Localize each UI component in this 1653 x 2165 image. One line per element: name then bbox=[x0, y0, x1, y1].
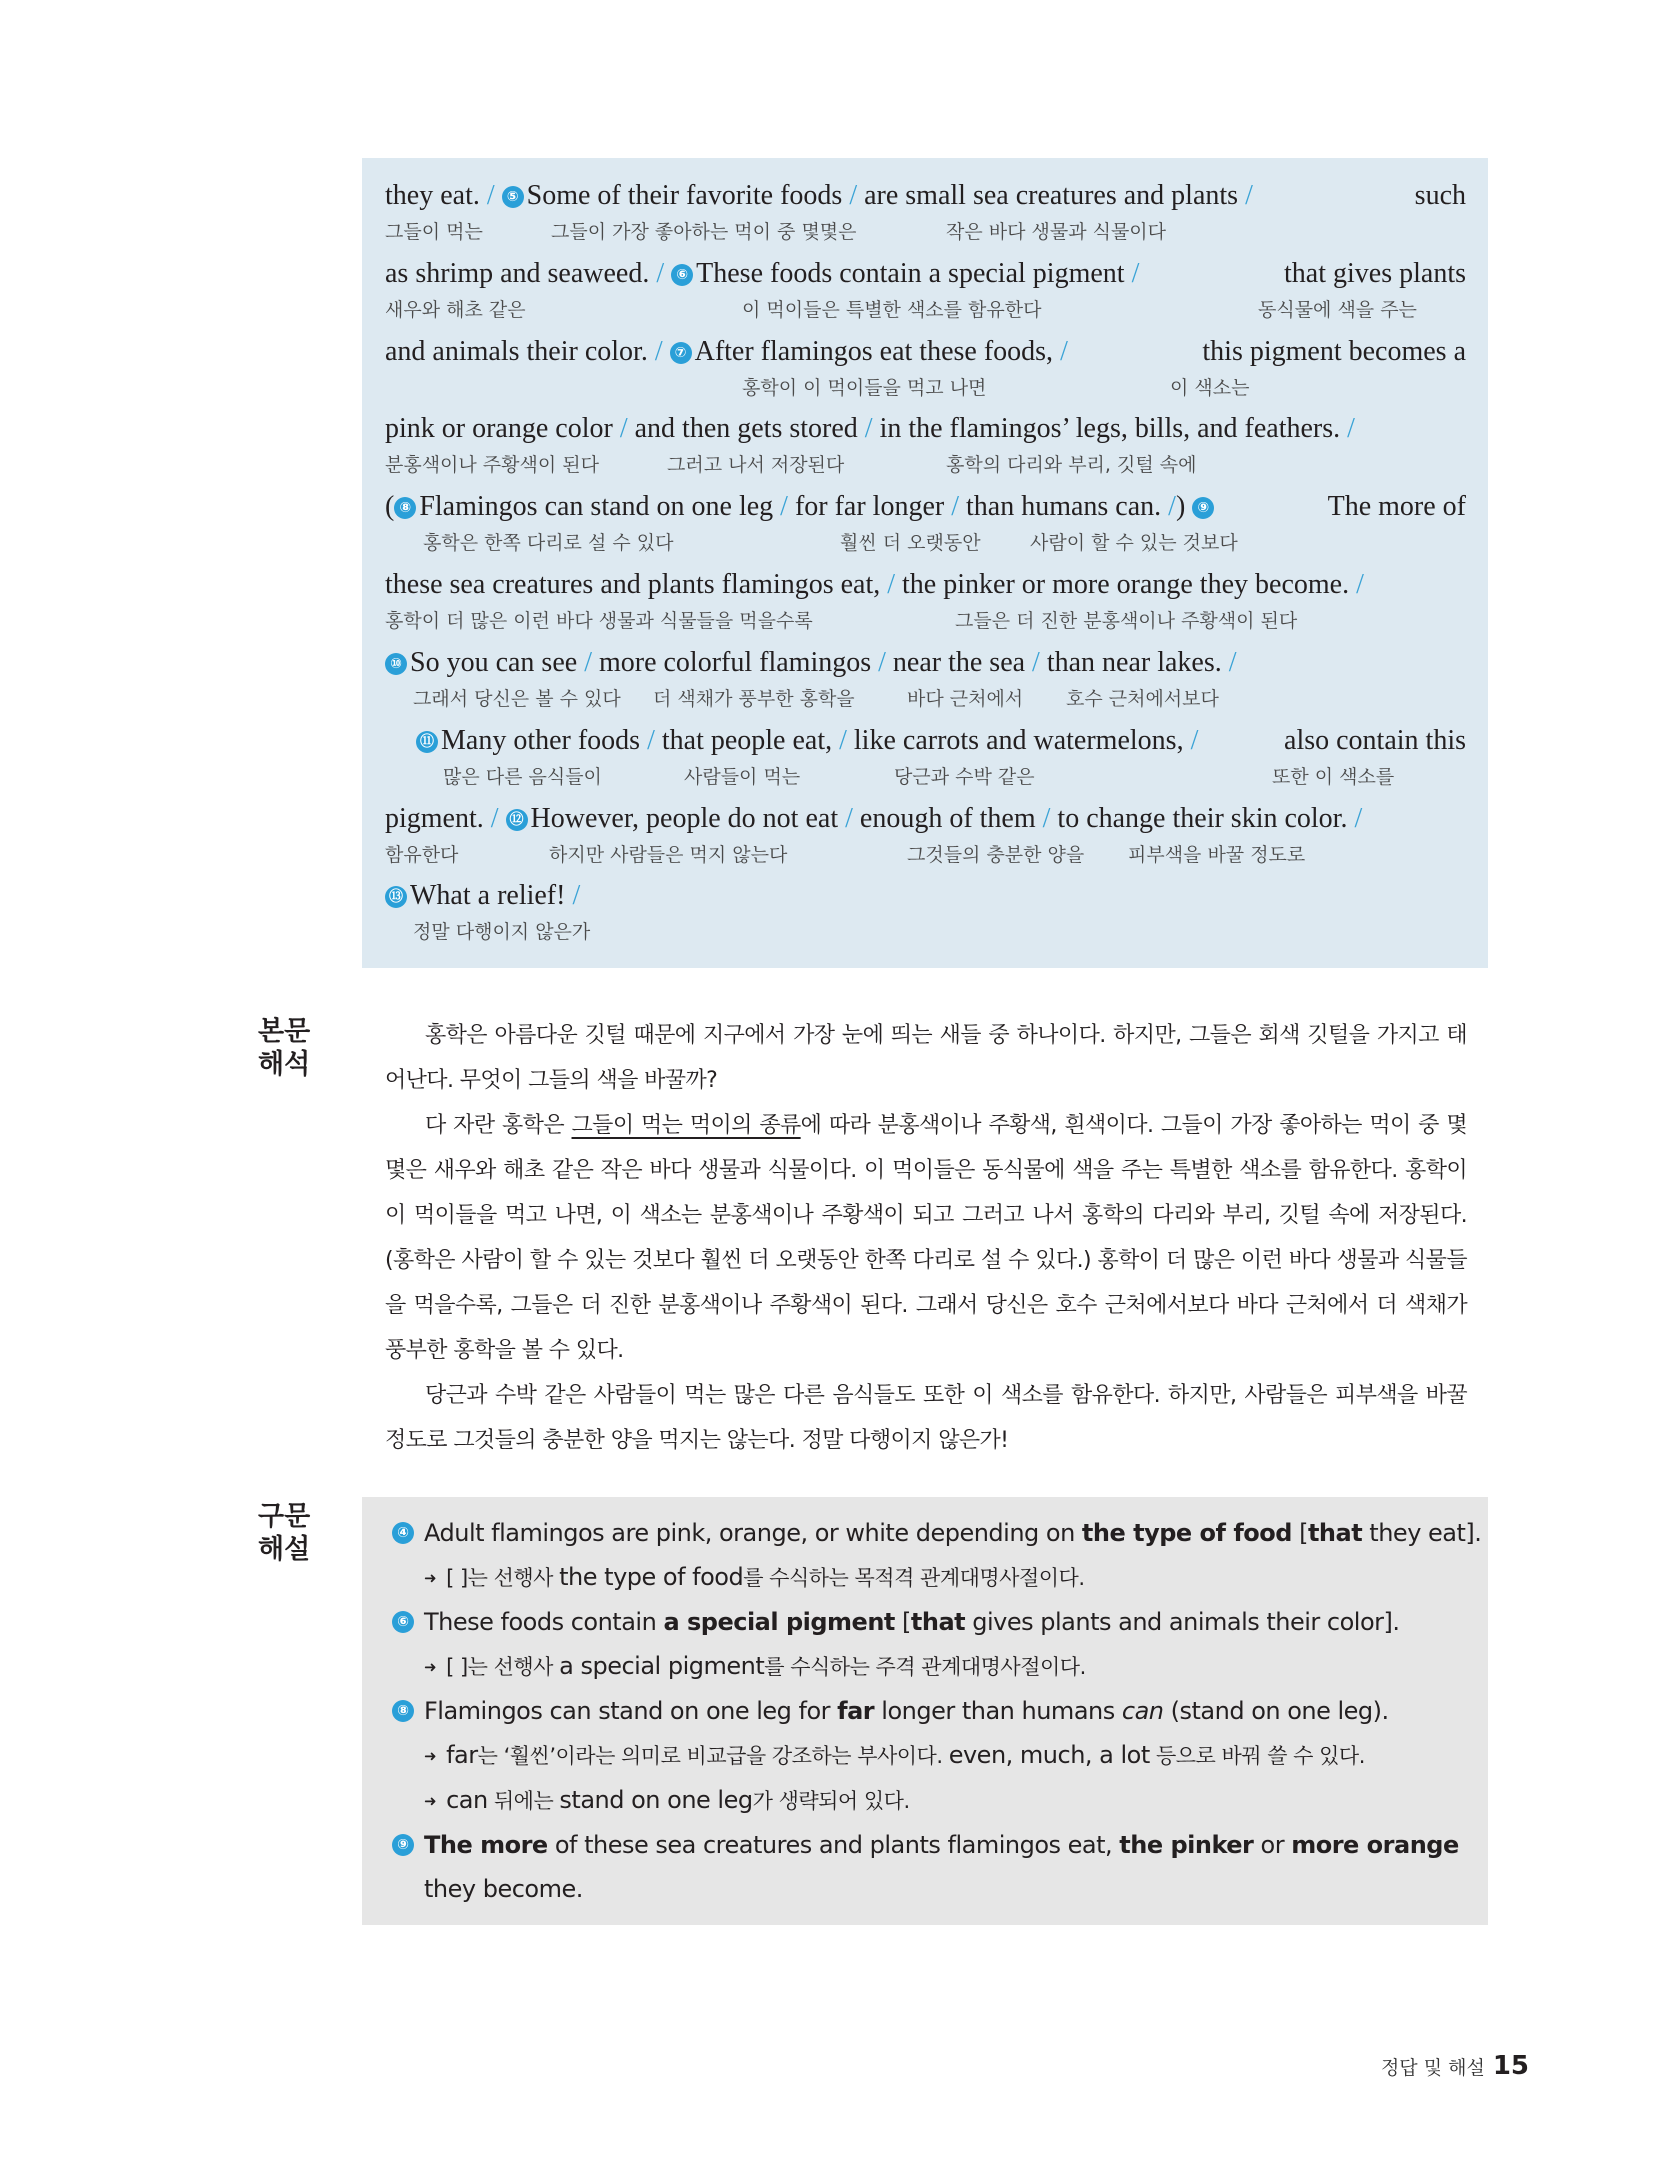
passage-word: this pigment becomes a bbox=[1202, 336, 1466, 367]
item-number: ⑥ bbox=[392, 1611, 414, 1633]
grammar-sentence-cont: they become. bbox=[424, 1875, 583, 1903]
grammar-note: ➜ far는 ‘훨씬’이라는 의미로 비교급을 강조하는 부사이다. even, much, a lot 등으로 바꿔 쓸 수 있다. bbox=[424, 1741, 1365, 1769]
translation-paragraph: 홍학은 아름다운 깃털 때문에 지구에서 가장 눈에 띄는 새들 중 하나이다. 하지만, 그들은 회색 깃털을 가지고 태어난다. 무엇이 그들의 색을 바꿀까? bbox=[385, 1023, 1467, 1093]
passage-line: pink or orange color / and then gets stored / in the flamingos’ legs, bills, and feathers. / bbox=[385, 413, 1355, 444]
gloss: 또한 이 색소를 bbox=[1272, 766, 1395, 788]
gloss: 홍학이 이 먹이들을 먹고 나면 bbox=[742, 377, 987, 399]
gloss: 그들이 먹는 bbox=[385, 221, 483, 243]
grammar-note: ➜ can 뒤에는 stand on one leg가 생략되어 있다. bbox=[424, 1786, 910, 1814]
gloss: 더 색채가 풍부한 홍학을 bbox=[653, 688, 855, 710]
passage-word: also contain this bbox=[1284, 725, 1466, 756]
translation-text bbox=[385, 1013, 1467, 1463]
gloss: 사람들이 먹는 bbox=[684, 766, 801, 788]
footer-label: 정답 및 해설 bbox=[1380, 2057, 1485, 2079]
gloss: 많은 다른 음식들이 bbox=[443, 766, 602, 788]
gloss: 홍학이 더 많은 이런 바다 생물과 식물들을 먹을수록 bbox=[385, 610, 813, 632]
arrow-icon: ➜ bbox=[424, 1569, 437, 1587]
gloss: 작은 바다 생물과 식물이다 bbox=[946, 221, 1167, 243]
gloss: 정말 다행이지 않은가 bbox=[413, 921, 591, 943]
passage-word: The more of bbox=[1327, 491, 1466, 522]
page-footer bbox=[1381, 2051, 1529, 2081]
gloss: 새우와 해초 같은 bbox=[385, 299, 526, 321]
gloss: 당근과 수박 같은 bbox=[894, 766, 1035, 788]
sentence-number: ⑦ bbox=[670, 342, 692, 364]
grammar-sentence: Adult flamingos are pink, orange, or white depending on the type of food [that they eat]. bbox=[424, 1519, 1482, 1547]
gloss: 그러고 나서 저장된다 bbox=[667, 454, 845, 476]
underlined-phrase: 그들이 먹는 먹이의 종류 bbox=[571, 1113, 801, 1138]
sentence-number: ⑧ bbox=[394, 497, 416, 519]
grammar-sentence: These foods contain a special pigment [that gives plants and animals their color]. bbox=[424, 1608, 1400, 1636]
gloss: 홍학은 한쪽 다리로 설 수 있다 bbox=[423, 532, 674, 554]
passage-word: that gives plants bbox=[1284, 258, 1466, 289]
sentence-number: ⑨ bbox=[1192, 497, 1214, 519]
translation-paragraph: 다 자란 홍학은 그들이 먹는 먹이의 종류에 따라 분홍색이나 주황색, 흰색이다. 그들이 가장 좋아하는 먹이 중 몇몇은 새우와 해초 같은 작은 바다 생물과 식물이다. 이 먹이들은 동식물에 색을 주는 특별한 색소를 함유한다. 홍학이 이 먹이들을 먹고 나면, 이 색소는 분홍색이나 주황색이 되고 그러고 나서 홍학의 다리와 부리, 깃털 속에 저장된다. (홍학은 사람이 할 수 있는 것보다 훨씬 더 오랫동안 한쪽 다리로 설 수 있다.) 홍학이 더 많은 이런 바다 생물과 식물들을 먹을수록, 그들은 더 진한 분홍색이나 주황색이 된다. 그래서 당신은 호수 근처에서보다 바다 근처에서 더 색채가 풍부한 홍학을 볼 수 있다. bbox=[385, 1113, 1468, 1363]
gloss: 호수 근처에서보다 bbox=[1066, 688, 1219, 710]
gloss: 바다 근처에서 bbox=[907, 688, 1024, 710]
gloss: 훨씬 더 오랫동안 bbox=[840, 532, 981, 554]
sentence-number: ⑩ bbox=[385, 653, 407, 675]
arrow-icon: ➜ bbox=[424, 1792, 437, 1810]
gloss: 사람이 할 수 있는 것보다 bbox=[1030, 532, 1238, 554]
passage-line: ⑪ Many other foods / that people eat, / like carrots and watermelons, / bbox=[416, 725, 1198, 757]
gloss: 함유한다 bbox=[385, 844, 459, 866]
gloss: 이 색소는 bbox=[1170, 377, 1250, 399]
passage-line: as shrimp and seaweed. / ⑥ These foods contain a special pigment / bbox=[385, 258, 1140, 289]
gloss: 그래서 당신은 볼 수 있다 bbox=[413, 688, 621, 710]
gloss: 동식물에 색을 주는 bbox=[1258, 299, 1417, 321]
translation-label: 본문 해석 bbox=[258, 1016, 311, 1080]
translation-paragraph: 당근과 수박 같은 사람들이 먹는 많은 다른 음식들도 또한 이 색소를 함유한다. 하지만, 사람들은 피부색을 바꿀 정도로 그것들의 충분한 양을 먹지는 않는다. 정말 다행이지 않은가! bbox=[385, 1383, 1467, 1453]
grammar-sentence: The more of these sea creatures and plants flamingos eat, the pinker or more orange bbox=[424, 1831, 1459, 1859]
arrow-icon: ➜ bbox=[424, 1747, 437, 1765]
gloss: 홍학의 다리와 부리, 깃털 속에 bbox=[946, 454, 1197, 476]
grammar-sentence: Flamingos can stand on one leg for far longer than humans can (stand on one leg). bbox=[424, 1697, 1389, 1725]
sentence-number: ⑪ bbox=[416, 731, 438, 753]
grammar-note: ➜ [ ]는 선행사 the type of food를 수식하는 목적격 관계대명사절이다. bbox=[424, 1563, 1085, 1591]
item-number: ⑧ bbox=[392, 1700, 414, 1722]
gloss: 그것들의 충분한 양을 bbox=[907, 844, 1085, 866]
gloss: 피부색을 바꿀 정도로 bbox=[1128, 844, 1306, 866]
passage-line: pigment. / ⑫ However, people do not eat / enough of them / to change their skin color. / bbox=[385, 803, 1363, 834]
grammar-label: 구문 해설 bbox=[258, 1501, 311, 1565]
passage-line: they eat. / ⑤ Some of their favorite foods / are small sea creatures and plants / bbox=[385, 180, 1253, 211]
item-number: ⑨ bbox=[392, 1834, 414, 1856]
item-number: ④ bbox=[392, 1522, 414, 1544]
sentence-number: ⑥ bbox=[671, 264, 693, 286]
gloss: 하지만 사람들은 먹지 않는다 bbox=[549, 844, 788, 866]
sentence-number: ⑤ bbox=[502, 186, 524, 208]
passage-line: these sea creatures and plants flamingos eat, / the pinker or more orange they become. / bbox=[385, 569, 1364, 600]
passage-line: ⑩ So you can see / more colorful flamingos / near the sea / than near lakes. / bbox=[385, 647, 1237, 679]
gloss: 분홍색이나 주황색이 된다 bbox=[385, 454, 599, 476]
passage-line: and animals their color. / ⑦ After flamingos eat these foods, / bbox=[385, 336, 1068, 367]
passage-word: such bbox=[1414, 180, 1466, 211]
arrow-icon: ➜ bbox=[424, 1658, 437, 1676]
gloss: 이 먹이들은 특별한 색소를 함유한다 bbox=[742, 299, 1042, 321]
sentence-number: ⑫ bbox=[506, 809, 528, 831]
gloss: 그들이 가장 좋아하는 먹이 중 몇몇은 bbox=[551, 221, 857, 243]
page-number: 15 bbox=[1492, 2051, 1529, 2081]
grammar-note: ➜ [ ]는 선행사 a special pigment를 수식하는 주격 관계대명사절이다. bbox=[424, 1652, 1086, 1680]
sentence-number: ⑬ bbox=[385, 886, 407, 908]
gloss: 그들은 더 진한 분홍색이나 주황색이 된다 bbox=[955, 610, 1298, 632]
passage-line: ⑬ What a relief! / bbox=[385, 880, 580, 912]
passage-line: ( ⑧ Flamingos can stand on one leg / for far longer / than humans can. /) ⑨ bbox=[385, 491, 1217, 523]
